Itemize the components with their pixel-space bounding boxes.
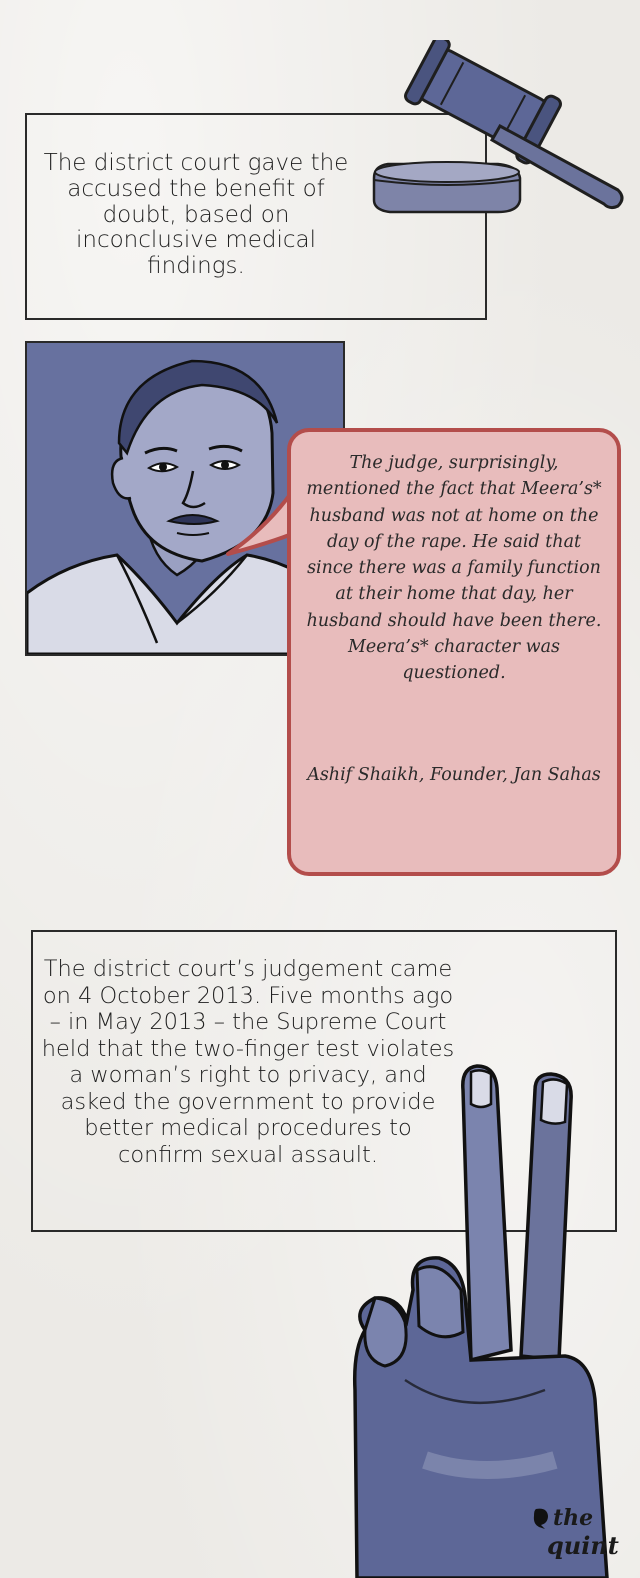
quote-text: The judge, surprisingly, mentioned the fact that Meera’s* husband was not at home on the day of the rape. He said that since there was a family function at their home that day, her husband should have been there. Meera’s* character was questioned. bbox=[306, 453, 602, 683]
logo-word-the: the bbox=[553, 1505, 594, 1531]
speech-bubble-tail bbox=[226, 488, 296, 560]
logo-word-quint: quint bbox=[547, 1531, 619, 1560]
quote-speech-bubble bbox=[287, 428, 621, 876]
bottom-panel-text: The district court’s judgement came on 4 October 2013. Five months ago – in May 2013 – the Supreme Court held that the two-finger test violates a woman’s right to privacy, and asked the government to provide better medical procedures to confirm sexual assault. bbox=[41, 956, 455, 1168]
two-finger-hand-illustration bbox=[345, 1060, 615, 1578]
the-quint-logo bbox=[533, 1505, 629, 1571]
top-panel-text: The district court gave the accused the benefit of doubt, based on inconclusive medical findings. bbox=[43, 150, 349, 279]
quote-attribution: Ashif Shaikh, Founder, Jan Sahas bbox=[307, 765, 601, 785]
quint-logo-icon bbox=[533, 1507, 551, 1529]
gavel-icon bbox=[368, 40, 630, 220]
